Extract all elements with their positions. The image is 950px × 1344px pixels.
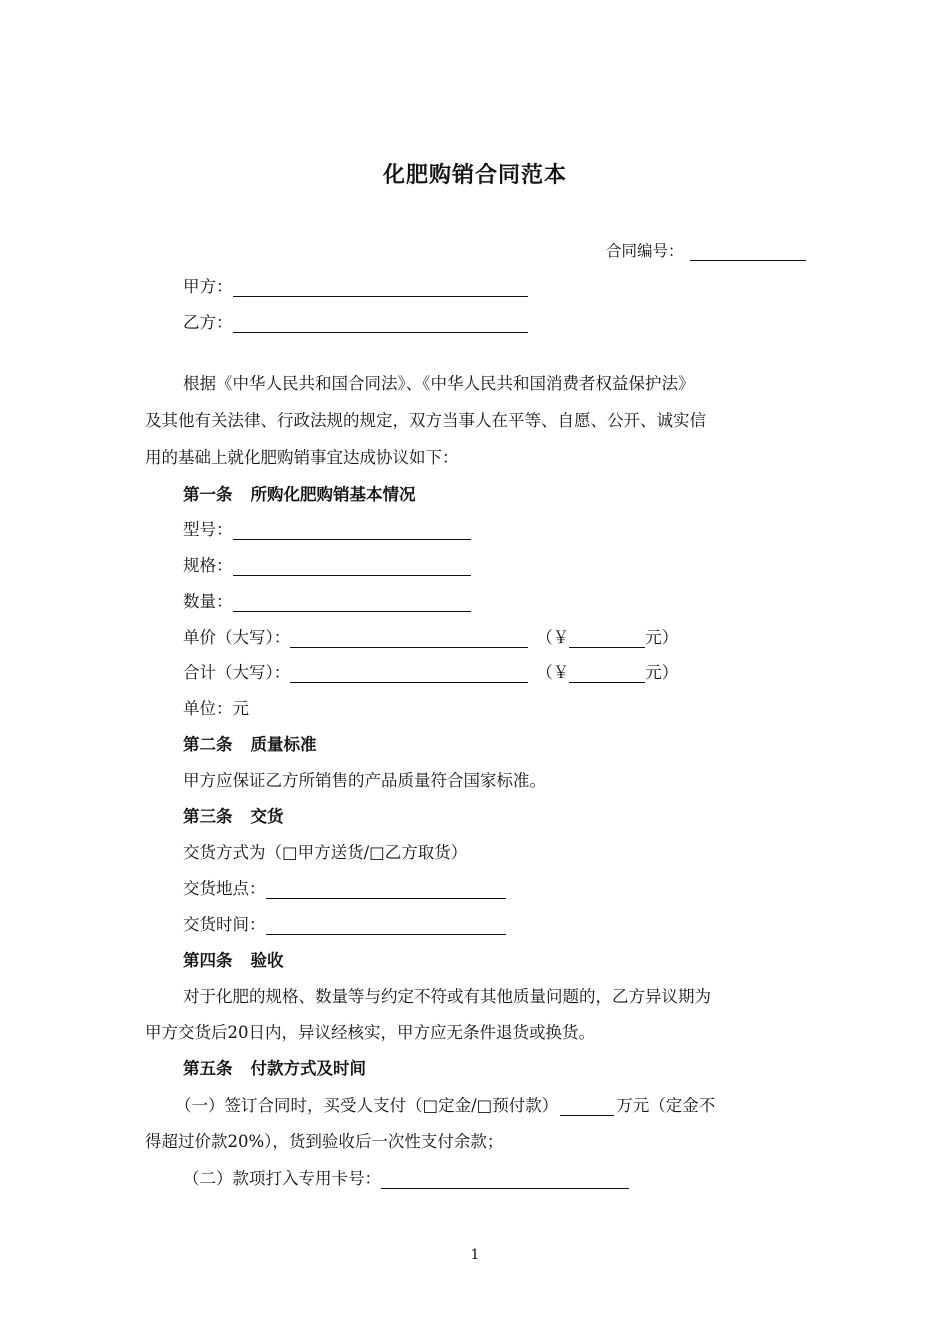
page-number: 1 — [470, 1247, 480, 1263]
delivery-place-label: 交货地点： — [183, 879, 266, 898]
payment-item-1-text-a: （一）签订合同时，买受人支付（□定金/□预付款） — [175, 1096, 559, 1115]
unit-price-paren-close: 元） — [645, 628, 679, 647]
article-4-title: 验收 — [250, 951, 284, 970]
unit-price-line — [183, 628, 678, 648]
delivery-method-line: 交货方式为（□甲方送货/□乙方取货） — [183, 843, 468, 862]
delivery-time-label: 交货时间： — [183, 915, 266, 934]
party-a-blank — [233, 279, 528, 297]
quantity-line — [183, 592, 471, 612]
payment-item-1-continued: 得超过价款20%），货到验收后一次性支付余款； — [145, 1132, 504, 1151]
model-label: 型号： — [183, 520, 233, 539]
party-b-label: 乙方： — [183, 313, 233, 332]
total-label: 合计（大写）： — [183, 663, 291, 682]
article-4-text-2: 甲方交货后20日内，异议经核实，甲方应无条件退货或换货。 — [145, 1023, 595, 1042]
party-a-line — [183, 277, 528, 297]
model-line — [183, 520, 471, 540]
article-3-title: 交货 — [250, 807, 284, 826]
intro-line-2: 及其他有关法律、行政法规的规定，双方当事人在平等、自愿、公开、诚实信 — [145, 411, 706, 430]
payment-item-1-text-b: 万元（定金不 — [616, 1096, 716, 1115]
payment-item-2-label: （二）款项打入专用卡号： — [183, 1169, 381, 1188]
unit-line: 单位：元 — [183, 699, 249, 718]
delivery-time-blank — [266, 917, 506, 935]
payment-item-1-line — [175, 1096, 715, 1116]
article-2-text: 甲方应保证乙方所销售的产品质量符合国家标准。 — [183, 771, 546, 790]
article-3-heading — [183, 807, 284, 827]
article-4-text-1: 对于化肥的规格、数量等与约定不符或有其他质量问题的，乙方异议期为 — [183, 987, 711, 1006]
article-4-number: 第四条 — [183, 951, 233, 970]
article-3-number: 第三条 — [183, 807, 233, 826]
intro-line-3: 用的基础上就化肥购销事宜达成协议如下： — [145, 448, 459, 467]
article-2-heading — [183, 735, 317, 755]
article-5-title: 付款方式及时间 — [250, 1059, 366, 1078]
spec-label: 规格： — [183, 556, 233, 575]
article-2-number: 第二条 — [183, 735, 233, 754]
unit-price-label: 单价（大写）： — [183, 628, 291, 647]
quantity-label: 数量： — [183, 592, 233, 611]
contract-number-label: 合同编号： — [606, 242, 684, 260]
delivery-time-line — [183, 915, 506, 935]
unit-price-paren-open: （￥ — [536, 628, 570, 647]
contract-number-line — [606, 241, 806, 261]
party-b-blank — [233, 315, 528, 333]
payment-amount-blank — [560, 1098, 614, 1116]
article-1-heading — [183, 485, 416, 505]
model-blank — [233, 522, 471, 540]
article-2-title: 质量标准 — [250, 735, 317, 754]
delivery-place-line — [183, 879, 506, 899]
article-5-heading — [183, 1059, 366, 1079]
intro-line-1: 根据《中华人民共和国合同法》、《中华人民共和国消费者权益保护法》 — [183, 374, 695, 393]
contract-number-blank — [690, 243, 806, 261]
total-paren-open: （￥ — [536, 663, 570, 682]
total-amount-blank — [569, 665, 645, 683]
article-1-number: 第一条 — [183, 485, 233, 504]
delivery-place-blank — [266, 881, 506, 899]
unit-price-blank — [290, 630, 528, 648]
article-4-heading — [183, 951, 284, 971]
quantity-blank — [233, 594, 471, 612]
party-a-label: 甲方： — [183, 277, 233, 296]
article-1-title: 所购化肥购销基本情况 — [250, 485, 416, 504]
document-title: 化肥购销合同范本 — [382, 163, 567, 188]
spec-line — [183, 556, 471, 576]
card-number-blank — [381, 1171, 629, 1189]
party-b-line — [183, 313, 528, 333]
total-blank — [290, 665, 528, 683]
unit-price-amount-blank — [569, 630, 645, 648]
total-paren-close: 元） — [645, 663, 679, 682]
article-5-number: 第五条 — [183, 1059, 233, 1078]
total-line — [183, 663, 678, 683]
spec-blank — [233, 558, 471, 576]
payment-item-2-line — [183, 1169, 629, 1189]
